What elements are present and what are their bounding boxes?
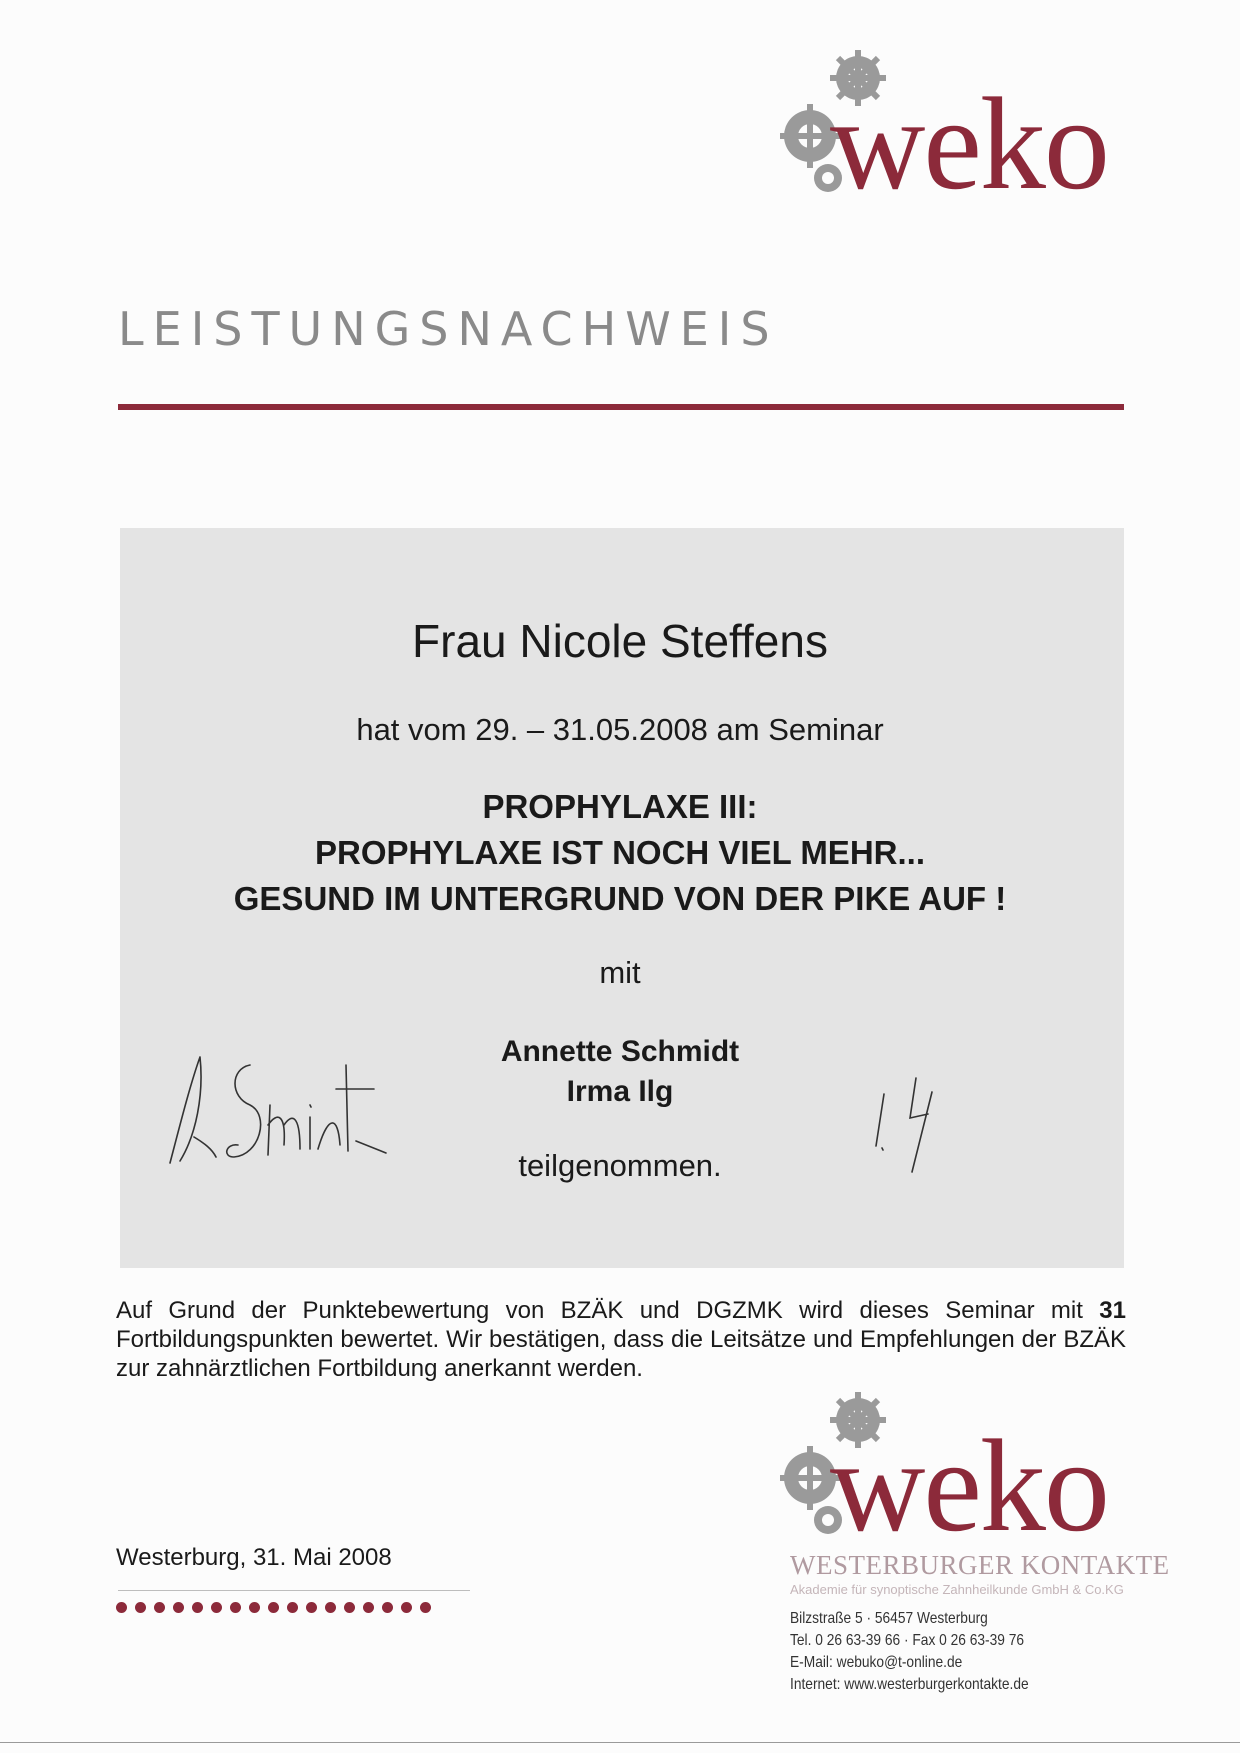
- paragraph-text: Auf Grund der Punktebewertung von BZÄK und DGZMK wird dieses Seminar mit: [116, 1297, 1083, 1324]
- course-title-line: PROPHYLAXE III:: [482, 788, 758, 825]
- speaker-name: Irma Ilg: [566, 1075, 674, 1108]
- seminar-dates: hat vom 29. – 31.05.2008 am Seminar: [356, 712, 884, 747]
- logo-wordmark: weko: [830, 70, 1108, 217]
- points-paragraph: [116, 1296, 1126, 1383]
- speaker-name: Annette Schmidt: [500, 1035, 740, 1068]
- company-contact: [790, 1608, 1029, 1696]
- title-rule: [118, 404, 1124, 410]
- course-title: [0, 784, 1240, 922]
- weko-logo-bottom: [780, 1390, 1130, 1570]
- participated-label: teilgenommen.: [518, 1148, 722, 1183]
- recipient-name: Frau Nicole Steffens: [412, 615, 828, 667]
- course-title-line: GESUND IM UNTERGRUND VON DER PIKE AUF !: [233, 880, 1007, 917]
- logo-wordmark: weko: [830, 1412, 1108, 1559]
- signature-right: [870, 1072, 960, 1182]
- company-email: E-Mail: webuko@t-online.de: [790, 1654, 963, 1671]
- company-address: Bilzstraße 5 · 56457 Westerburg: [790, 1610, 988, 1627]
- paragraph-text: Fortbildungspunkten bewertet. Wir bestätigen, dass die Leitsätze und Empfehlungen der BZÄK zur zahnärztlichen Fortbildung anerkannt werden.: [116, 1326, 1126, 1382]
- with-label: mit: [599, 955, 641, 990]
- company-website: Internet: www.westerburgerkontakte.de: [790, 1676, 1029, 1693]
- place-and-date: Westerburg, 31. Mai 2008: [116, 1544, 392, 1571]
- page-title: LEISTUNGSNACHWEIS: [118, 302, 779, 356]
- points-value: 31: [1099, 1297, 1126, 1324]
- page-edge: [0, 1742, 1240, 1743]
- course-title-line: PROPHYLAXE IST NOCH VIEL MEHR...: [315, 834, 925, 871]
- company-phone: Tel. 0 26 63-39 66 · Fax 0 26 63-39 76: [790, 1632, 1025, 1649]
- company-name: WESTERBURGER KONTAKTE: [790, 1550, 1170, 1580]
- company-subtitle: Akademie für synoptische Zahnheilkunde GmbH & Co.KG: [790, 1582, 1124, 1597]
- signature-line: [118, 1590, 470, 1591]
- weko-logo-top: [780, 48, 1130, 228]
- decorative-dots: [116, 1602, 431, 1613]
- signature-left: [160, 1045, 390, 1175]
